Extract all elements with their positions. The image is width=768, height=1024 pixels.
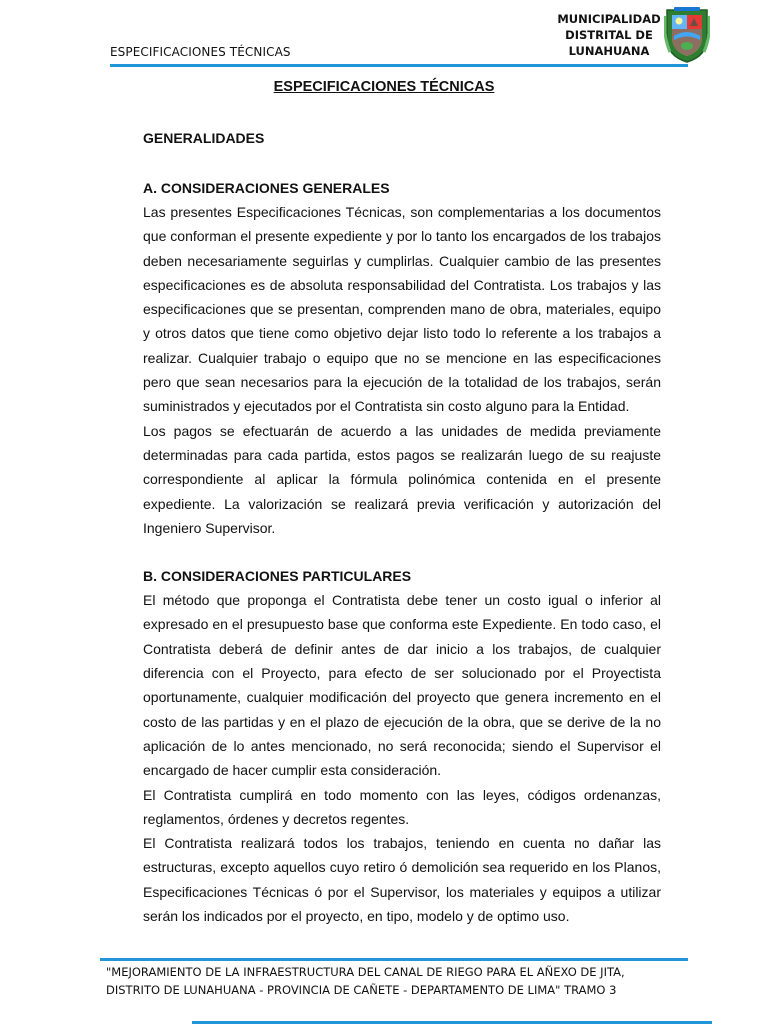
header-document-type: ESPECIFICACIONES TÉCNICAS xyxy=(110,45,291,59)
section-b-heading: B. CONSIDERACIONES PARTICULARES xyxy=(143,568,412,585)
section-b-paragraph-2: El Contratista cumplirá en todo momento con las leyes, códigos ordenanzas, reglamentos, órdenes y decretos regentes. xyxy=(143,786,661,827)
header-organization xyxy=(556,11,662,59)
org-name-line-2: DISTRITAL DE xyxy=(565,28,653,42)
document-title: ESPECIFICACIONES TÉCNICAS xyxy=(273,79,495,95)
municipal-coat-of-arms-icon xyxy=(664,6,710,64)
footer-line-2: DISTRITO DE LUNAHUANA - PROVINCIA DE CAÑETE - DEPARTAMENTO DE LIMA" TRAMO 3 xyxy=(106,983,617,997)
section-a-paragraph-1: Las presentes Especificaciones Técnicas, son complementarias a los documentos que conforman el presente expediente y por lo tanto los encargados de los trabajos deben necesariamente seguirlas y cumplirlas. Cualquier cambio de las presentes especificaciones es de absoluta responsabilidad del Contratista. Los trabajos y las especificaciones que se presentan, comprenden mano de obra, materiales, equipo y otros datos que tiene como objetivo dejar listo todo lo referente a los trabajos a realizar. Cualquier trabajo o equipo que no se mencione en las especificaciones pero que sean necesarios para la ejecución de la totalidad de los trabajos, serán suministrados y ejecutados por el Contratista sin costo alguno para la Entidad. xyxy=(143,204,661,415)
section-a-body xyxy=(143,200,661,540)
footer-project-name xyxy=(106,963,686,999)
org-name-line-1: MUNICIPALIDAD xyxy=(557,12,661,26)
section-b-paragraph-1: El método que proponga el Contratista debe tener un costo igual o inferior al expresado en el presupuesto base que conforma este Expediente. En todo caso, el Contratista deberá de definir antes de dar inicio a los trabajos, de cualquier diferencia con el Proyecto, para efecto de ser solucionado por el Proyectista oportunamente, cualquier modificación del proyecto que genera incremento en el costo de las partidas y en el plazo de ejecución de la obra, que se derive de la no aplicación de lo antes mencionado, no será reconocida; siendo el Supervisor el encargado de hacer cumplir esta consideración. xyxy=(143,592,661,779)
section-b-body xyxy=(143,588,661,928)
footer-line-1: "MEJORAMIENTO DE LA INFRAESTRUCTURA DEL CANAL DE RIEGO PARA EL AÑEXO DE JITA, xyxy=(106,965,625,979)
org-name-line-3: LUNAHUANA xyxy=(568,44,650,58)
document-body xyxy=(143,128,661,928)
footer-divider-top xyxy=(100,958,688,961)
generalidades-heading: GENERALIDADES xyxy=(143,130,265,146)
header-divider xyxy=(110,64,688,67)
section-a-heading: A. CONSIDERACIONES GENERALES xyxy=(143,180,390,196)
section-b-paragraph-3: El Contratista realizará todos los trabajos, teniendo en cuenta no dañar las estructuras, excepto aquellos cuyo retiro ó demolición sea requerido en los Planos, Especificaciones Técnicas ó por el Supervisor, los materiales y equipos a utilizar serán los indicados por el proyecto, en tipo, modelo y de optimo uso. xyxy=(143,835,661,925)
section-a-paragraph-2: Los pagos se efectuarán de acuerdo a las unidades de medida previamente determinadas para cada partida, estos pagos se realizarán luego de su reajuste correspondiente al aplicar la fórmula polinómica contenida en el presente expediente. La valorización se realizará previa verificación y autorización del Ingeniero Supervisor. xyxy=(143,422,661,536)
